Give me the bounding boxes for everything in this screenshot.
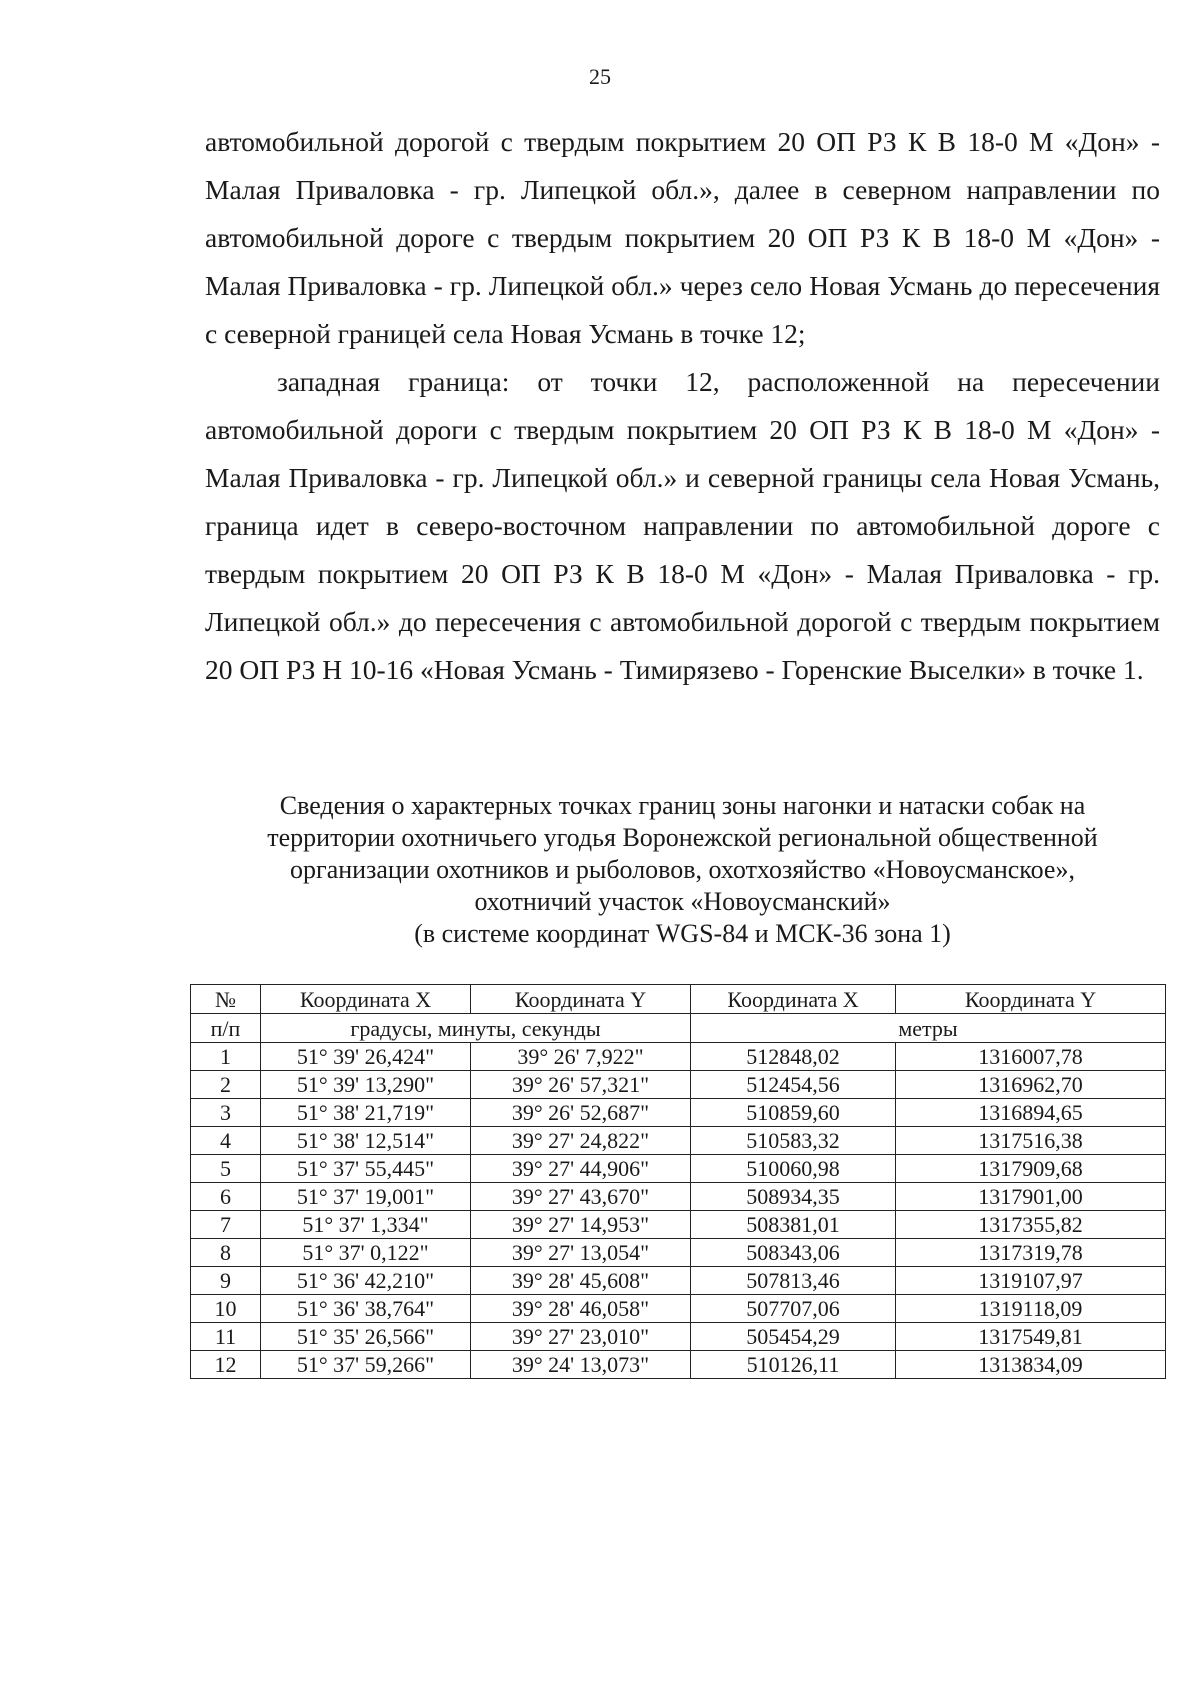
cell-y-deg: 39° 26' 7,922" [471, 1043, 691, 1071]
cell-x-deg: 51° 36' 38,764" [261, 1295, 471, 1323]
cell-x-deg: 51° 38' 21,719" [261, 1099, 471, 1127]
cell-x-deg: 51° 39' 13,290" [261, 1071, 471, 1099]
cell-num: 8 [191, 1239, 261, 1267]
cell-y-deg: 39° 26' 52,687" [471, 1099, 691, 1127]
header-coord-x-m: Координата X [691, 985, 896, 1014]
cell-x-deg: 51° 37' 59,266" [261, 1351, 471, 1379]
cell-num: 7 [191, 1211, 261, 1239]
cell-num: 10 [191, 1295, 261, 1323]
table-row [191, 1155, 1166, 1183]
table-row [191, 1043, 1166, 1071]
caption-line: Сведения о характерных точках границ зоны нагонки и натаски собак на [279, 791, 1086, 820]
cell-y-deg: 39° 26' 57,321" [471, 1071, 691, 1099]
header-coord-x-deg: Координата X [261, 985, 471, 1014]
cell-y-deg: 39° 28' 46,058" [471, 1295, 691, 1323]
caption-line: территории охотничьего угодья Воронежской региональной общественной [267, 823, 1098, 852]
cell-y-m: 1317355,82 [896, 1211, 1166, 1239]
cell-num: 2 [191, 1071, 261, 1099]
table-row [191, 1295, 1166, 1323]
cell-num: 1 [191, 1043, 261, 1071]
cell-x-deg: 51° 37' 55,445" [261, 1155, 471, 1183]
cell-x-deg: 51° 35' 26,566" [261, 1323, 471, 1351]
header-unit-degrees: градусы, минуты, секунды [261, 1014, 691, 1043]
cell-y-m: 1316894,65 [896, 1099, 1166, 1127]
cell-y-m: 1319118,09 [896, 1295, 1166, 1323]
page-number: 25 [589, 64, 611, 89]
table-row [191, 1267, 1166, 1295]
cell-x-m: 510859,60 [691, 1099, 896, 1127]
cell-num: 11 [191, 1323, 261, 1351]
table-row [191, 1323, 1166, 1351]
cell-x-deg: 51° 37' 1,334" [261, 1211, 471, 1239]
cell-x-m: 508934,35 [691, 1183, 896, 1211]
coordinates-table [190, 984, 1166, 1379]
table-row [191, 1239, 1166, 1267]
cell-num: 6 [191, 1183, 261, 1211]
cell-y-deg: 39° 24' 13,073" [471, 1351, 691, 1379]
cell-y-m: 1317909,68 [896, 1155, 1166, 1183]
cell-x-m: 508381,01 [691, 1211, 896, 1239]
cell-y-deg: 39° 28' 45,608" [471, 1267, 691, 1295]
table-row [191, 1071, 1166, 1099]
cell-x-deg: 51° 38' 12,514" [261, 1127, 471, 1155]
cell-y-m: 1316962,70 [896, 1071, 1166, 1099]
paragraph-west-boundary: западная граница: от точки 12, расположенной на пересечении автомобильной дороги с твердым покрытием 20 ОП РЗ К В 18-0 М «Дон» - Малая Приваловка - гр. Липецкой обл.» и северной границы села Новая Усмань, граница идет в северо-восточном направлении по автомобильной дороге с твердым покрытием 20 ОП РЗ К В 18-0 М «Дон» - Малая Приваловка - гр. Липецкой обл.» до пересечения с автомобильной дорогой с твердым покрытием 20 ОП РЗ Н 10-16 «Новая Усмань - Тимирязево - Горенские Выселки» в точке 1. [205, 366, 1160, 685]
cell-y-m: 1317319,78 [896, 1239, 1166, 1267]
cell-x-m: 510126,11 [691, 1351, 896, 1379]
cell-x-m: 510583,32 [691, 1127, 896, 1155]
caption-line: (в системе координат WGS-84 и МСК-36 зона 1) [414, 919, 951, 948]
table-row [191, 1127, 1166, 1155]
cell-y-m: 1317901,00 [896, 1183, 1166, 1211]
cell-x-m: 507707,06 [691, 1295, 896, 1323]
cell-num: 4 [191, 1127, 261, 1155]
cell-y-m: 1316007,78 [896, 1043, 1166, 1071]
table-row [191, 1211, 1166, 1239]
cell-num: 12 [191, 1351, 261, 1379]
cell-y-deg: 39° 27' 24,822" [471, 1127, 691, 1155]
cell-x-deg: 51° 39' 26,424" [261, 1043, 471, 1071]
cell-num: 9 [191, 1267, 261, 1295]
header-coord-y-deg: Координата Y [471, 985, 691, 1014]
cell-y-m: 1313834,09 [896, 1351, 1166, 1379]
body-text [205, 118, 1160, 694]
header-num-line1: № [191, 985, 261, 1014]
header-num-line2: п/п [191, 1014, 261, 1043]
table-row [191, 1351, 1166, 1379]
cell-y-deg: 39° 27' 43,670" [471, 1183, 691, 1211]
cell-x-m: 512848,02 [691, 1043, 896, 1071]
cell-x-m: 508343,06 [691, 1239, 896, 1267]
table-caption [190, 790, 1175, 950]
paragraph-east-boundary: автомобильной дорогой с твердым покрытием 20 ОП РЗ К В 18-0 М «Дон» - Малая Приваловка - гр. Липецкой обл.», далее в северном направлении по автомобильной дороге с твердым покрытием 20 ОП РЗ К В 18-0 М «Дон» - Малая Приваловка - гр. Липецкой обл.» через село Новая Усмань до пересечения с северной границей села Новая Усмань в точке 12; [205, 126, 1160, 349]
cell-y-deg: 39° 27' 13,054" [471, 1239, 691, 1267]
cell-x-m: 510060,98 [691, 1155, 896, 1183]
cell-x-deg: 51° 37' 0,122" [261, 1239, 471, 1267]
cell-num: 5 [191, 1155, 261, 1183]
cell-num: 3 [191, 1099, 261, 1127]
table-row [191, 1099, 1166, 1127]
header-unit-meters: метры [691, 1014, 1166, 1043]
caption-line: организации охотников и рыболовов, охотхозяйство «Новоусманское», [290, 855, 1075, 884]
cell-y-m: 1319107,97 [896, 1267, 1166, 1295]
cell-y-deg: 39° 27' 14,953" [471, 1211, 691, 1239]
cell-y-deg: 39° 27' 44,906" [471, 1155, 691, 1183]
caption-line: охотничий участок «Новоусманский» [474, 887, 891, 916]
header-coord-y-m: Координата Y [896, 985, 1166, 1014]
cell-y-m: 1317516,38 [896, 1127, 1166, 1155]
cell-x-m: 507813,46 [691, 1267, 896, 1295]
cell-x-m: 505454,29 [691, 1323, 896, 1351]
table-row [191, 1183, 1166, 1211]
cell-y-m: 1317549,81 [896, 1323, 1166, 1351]
cell-x-m: 512454,56 [691, 1071, 896, 1099]
cell-y-deg: 39° 27' 23,010" [471, 1323, 691, 1351]
cell-x-deg: 51° 36' 42,210" [261, 1267, 471, 1295]
cell-x-deg: 51° 37' 19,001" [261, 1183, 471, 1211]
